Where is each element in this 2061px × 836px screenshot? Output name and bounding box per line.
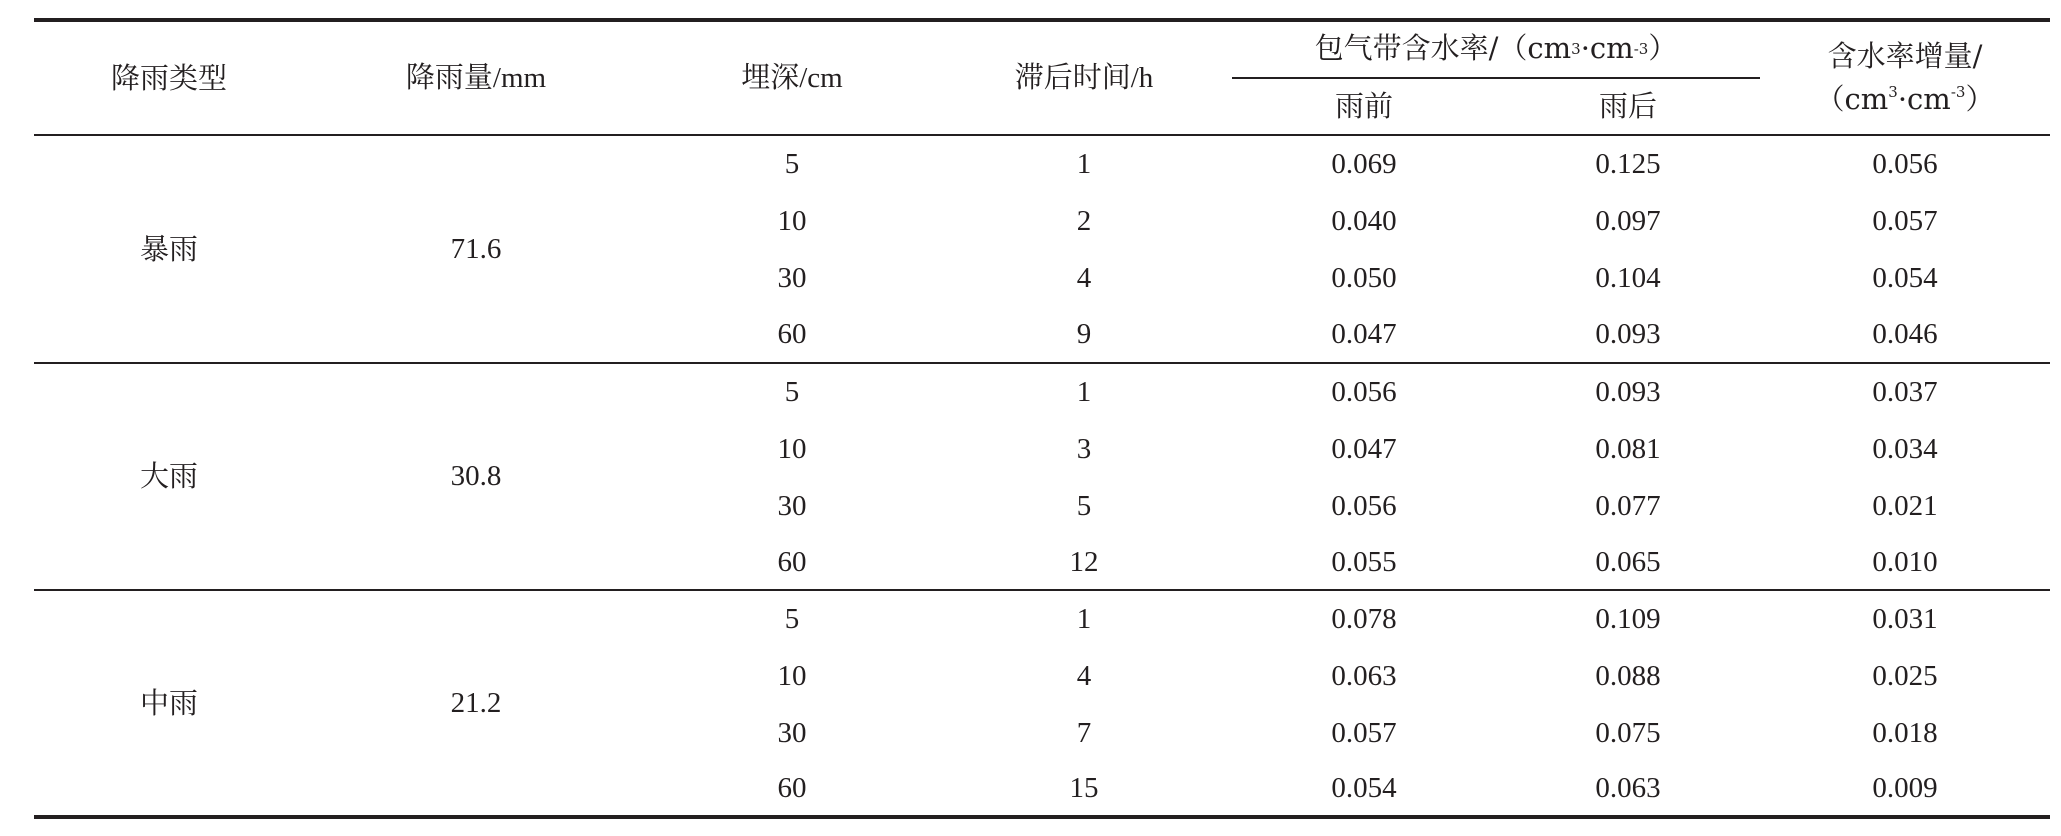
- group-rain-type: 大雨: [139, 459, 198, 493]
- increment-cell: 0.054: [1872, 262, 1938, 294]
- before-cell: 0.050: [1331, 262, 1397, 294]
- after-cell: 0.109: [1595, 603, 1661, 635]
- group-rainfall: 21.2: [450, 686, 502, 719]
- lag-cell: 3: [1076, 433, 1092, 465]
- depth-cell: 10: [777, 205, 807, 237]
- increment-cell: 0.010: [1872, 545, 1938, 578]
- header-increment-exp: 3: [1888, 83, 1898, 101]
- lag-cell: 1: [1076, 376, 1092, 408]
- header-depth: 埋深/cm: [741, 61, 843, 94]
- before-cell: 0.063: [1331, 660, 1397, 692]
- data-table: [34, 18, 2050, 820]
- lag-cell: 4: [1076, 660, 1092, 692]
- before-cell: 0.078: [1331, 603, 1397, 635]
- depth-cell: 10: [777, 660, 807, 692]
- increment-cell: 0.037: [1872, 376, 1938, 408]
- group-rainfall: 71.6: [450, 232, 502, 265]
- header-increment-text: ·cm: [1897, 82, 1951, 116]
- increment-cell: 0.025: [1872, 660, 1938, 692]
- header-increment: [1760, 22, 2050, 134]
- lag-cell: 15: [1069, 772, 1099, 804]
- header-rain-type: 降雨类型: [110, 60, 227, 95]
- increment-cell: 0.034: [1872, 433, 1938, 465]
- header-lag-time: 滞后时间/h: [1014, 61, 1154, 94]
- header-moisture-text: ）: [1648, 31, 1678, 65]
- header-after-rain: 雨后: [1598, 89, 1657, 123]
- lag-cell: 2: [1076, 205, 1092, 237]
- after-cell: 0.093: [1595, 376, 1661, 408]
- header-increment-text: ）: [1965, 82, 1995, 116]
- increment-cell: 0.031: [1872, 603, 1938, 635]
- lag-cell: 12: [1069, 545, 1099, 578]
- header-moisture-text: ·cm: [1580, 31, 1634, 65]
- increment-cell: 0.018: [1872, 717, 1938, 749]
- table-bottom-rule: [34, 815, 2050, 819]
- depth-cell: 30: [777, 717, 807, 749]
- lag-cell: 4: [1076, 262, 1092, 294]
- before-cell: 0.047: [1331, 433, 1397, 465]
- depth-cell: 30: [777, 490, 807, 522]
- header-rainfall: 降雨量/mm: [405, 61, 547, 94]
- after-cell: 0.081: [1595, 433, 1661, 465]
- increment-cell: 0.009: [1872, 772, 1938, 804]
- group-rain-type: 暴雨: [139, 231, 198, 266]
- increment-cell: 0.057: [1872, 205, 1938, 237]
- after-cell: 0.125: [1595, 148, 1661, 180]
- lag-cell: 9: [1076, 318, 1092, 350]
- header-increment-text: （cm: [1815, 82, 1889, 116]
- header-before-rain: 雨前: [1334, 89, 1393, 123]
- depth-cell: 5: [784, 603, 800, 635]
- before-cell: 0.055: [1331, 545, 1397, 578]
- before-cell: 0.056: [1331, 376, 1397, 408]
- before-cell: 0.057: [1331, 717, 1397, 749]
- group-rainfall: 30.8: [450, 460, 502, 492]
- after-cell: 0.077: [1595, 490, 1661, 522]
- depth-cell: 5: [784, 148, 800, 180]
- after-cell: 0.097: [1595, 205, 1661, 237]
- depth-cell: 60: [777, 318, 807, 350]
- increment-cell: 0.056: [1872, 148, 1938, 180]
- lag-cell: 1: [1076, 603, 1092, 635]
- after-cell: 0.063: [1595, 772, 1661, 804]
- before-cell: 0.056: [1331, 490, 1397, 522]
- after-cell: 0.104: [1595, 262, 1661, 294]
- group-rain-type: 中雨: [139, 685, 198, 720]
- header-moisture-text: 包气带含水率/（cm: [1314, 31, 1572, 65]
- after-cell: 0.065: [1595, 545, 1661, 578]
- increment-cell: 0.021: [1872, 490, 1938, 522]
- depth-cell: 10: [777, 433, 807, 465]
- header-increment-line2: [1815, 82, 1995, 116]
- before-cell: 0.047: [1331, 318, 1397, 350]
- increment-cell: 0.046: [1872, 318, 1938, 350]
- depth-cell: 60: [777, 772, 807, 804]
- after-cell: 0.075: [1595, 717, 1661, 749]
- depth-cell: 30: [777, 262, 807, 294]
- after-cell: 0.093: [1595, 318, 1661, 350]
- lag-cell: 5: [1076, 490, 1092, 522]
- header-moisture: 包气带含水率/（cm 3 ·cm -3 ）: [1314, 31, 1678, 65]
- before-cell: 0.054: [1331, 772, 1397, 804]
- header-increment-exp: -3: [1950, 83, 1966, 101]
- header-increment-line1: 含水率增量/: [1827, 39, 1983, 73]
- before-cell: 0.040: [1331, 205, 1397, 237]
- lag-cell: 7: [1076, 717, 1092, 749]
- before-cell: 0.069: [1331, 148, 1397, 180]
- lag-cell: 1: [1076, 148, 1092, 180]
- after-cell: 0.088: [1595, 660, 1661, 692]
- depth-cell: 5: [784, 376, 800, 408]
- depth-cell: 60: [777, 545, 807, 578]
